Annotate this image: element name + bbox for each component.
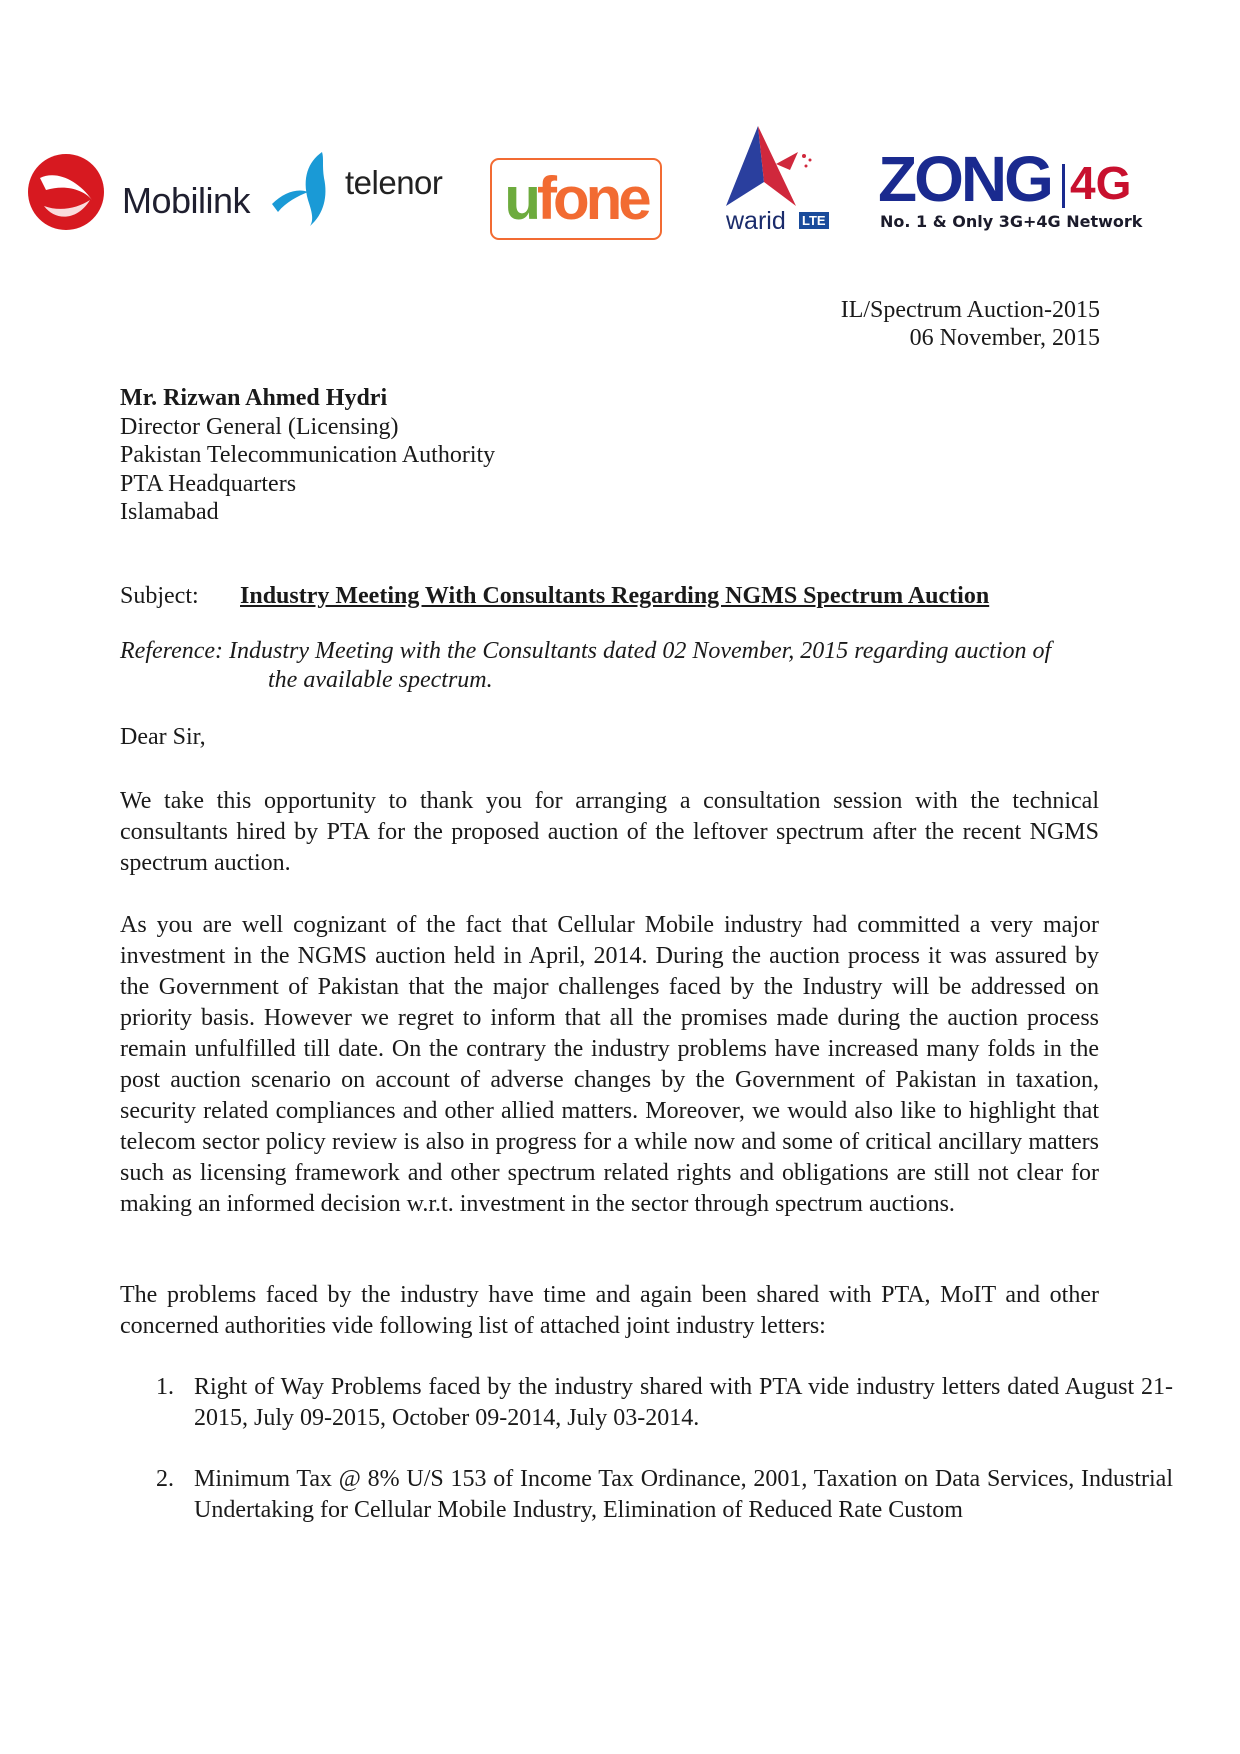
zong-wordmark: ZONG: [878, 143, 1051, 215]
reference-text-line2: the available spectrum.: [268, 667, 493, 693]
telenor-propeller-icon: [268, 148, 344, 228]
addressee-city: Islamabad: [120, 499, 219, 525]
ufone-wordmark: ufone: [504, 165, 648, 232]
addressee-block: [120, 384, 495, 527]
addressee-title: Director General (Licensing): [120, 413, 399, 440]
warid-logo: [720, 124, 840, 234]
list-item-text: Right of Way Problems faced by the industry shared with PTA vide industry letters dated August 21-2015, July 09-2015, October 09-2014, July 03-2014.: [194, 1374, 1173, 1431]
telenor-logo: [268, 148, 443, 238]
addressee-organization: Pakistan Telecommunication Authority: [120, 442, 496, 468]
zong-divider: [1062, 164, 1065, 208]
reference-label: Reference:: [120, 638, 224, 664]
letter-reference-block: [841, 296, 1100, 352]
reference-text-line1: Industry Meeting with the Consultants dated 02 November, 2015 regarding auction of: [229, 638, 1052, 664]
salutation: Dear Sir,: [120, 724, 206, 750]
subject-line: [120, 583, 1120, 610]
list-item-number: 2.: [156, 1466, 174, 1492]
warid-wordmark: warid: [726, 207, 786, 235]
list-item: [120, 1464, 1173, 1526]
ufone-logo: [490, 158, 662, 240]
letter-date: 06 November, 2015: [909, 325, 1100, 351]
addressee-name: Mr. Rizwan Ahmed Hydri: [120, 385, 388, 411]
body-paragraph-3: The problems faced by the industry have time and again been shared with PTA, MoIT and other concerned authorities vide following list of attached joint industry letters:: [120, 1282, 1099, 1339]
list-item-number: 1.: [156, 1374, 174, 1400]
addressee-building: PTA Headquarters: [120, 470, 297, 497]
list-item: [120, 1372, 1173, 1434]
zong-4g-mark: 4G: [1070, 157, 1132, 209]
telenor-wordmark: telenor: [345, 164, 443, 201]
warid-triangle-icon: [720, 124, 830, 210]
mobilink-wordmark: Mobilink: [122, 180, 251, 221]
list-item-text: Minimum Tax @ 8% U/S 153 of Income Tax Ordinance, 2001, Taxation on Data Services, Industrial Undertaking for Cellular Mobile Industry, Elimination of Reduced Rate Custom: [194, 1466, 1173, 1523]
reference-number: IL/Spectrum Auction-2015: [840, 297, 1100, 323]
zong-logo: [878, 143, 1158, 238]
body-paragraph-2: As you are well cognizant of the fact that Cellular Mobile industry had committed a very major investment in the NGMS auction held in April, 2014. During the auction process it was assured by the Government of Pakistan that the major challenges faced by the Industry will be addressed on priority basis. However we regret to inform that all the promises made during the auction process remain unfulfilled till date. On the contrary the industry problems have increased many folds in the post auction scenario on account of adverse changes by the Government of Pakistan in taxation, security related compliances and other allied matters. Moreover, we would also like to highlight that telecom sector policy review is also in progress for a while now and some of critical ancillary matters such as licensing framework and other spectrum related rights and obligations are still not clear for making an informed decision w.r.t. investment in the sector through spectrum auctions.: [120, 912, 1099, 1217]
subject-label: Subject:: [120, 583, 199, 609]
mobilink-logo: [26, 150, 251, 250]
subject-text: Industry Meeting With Consultants Regarding NGMS Spectrum Auction: [240, 583, 990, 609]
zong-tagline: No. 1 & Only 3G+4G Network: [880, 212, 1143, 231]
reference-line: [120, 637, 1100, 695]
body-paragraph-1: We take this opportunity to thank you for arranging a consultation session with the technical consultants hired by PTA for the proposed auction of the leftover spectrum after the recent NGMS spectrum auction.: [120, 788, 1099, 876]
warid-lte-badge: LTE: [799, 212, 829, 229]
mobilink-emblem-icon: [26, 150, 106, 234]
